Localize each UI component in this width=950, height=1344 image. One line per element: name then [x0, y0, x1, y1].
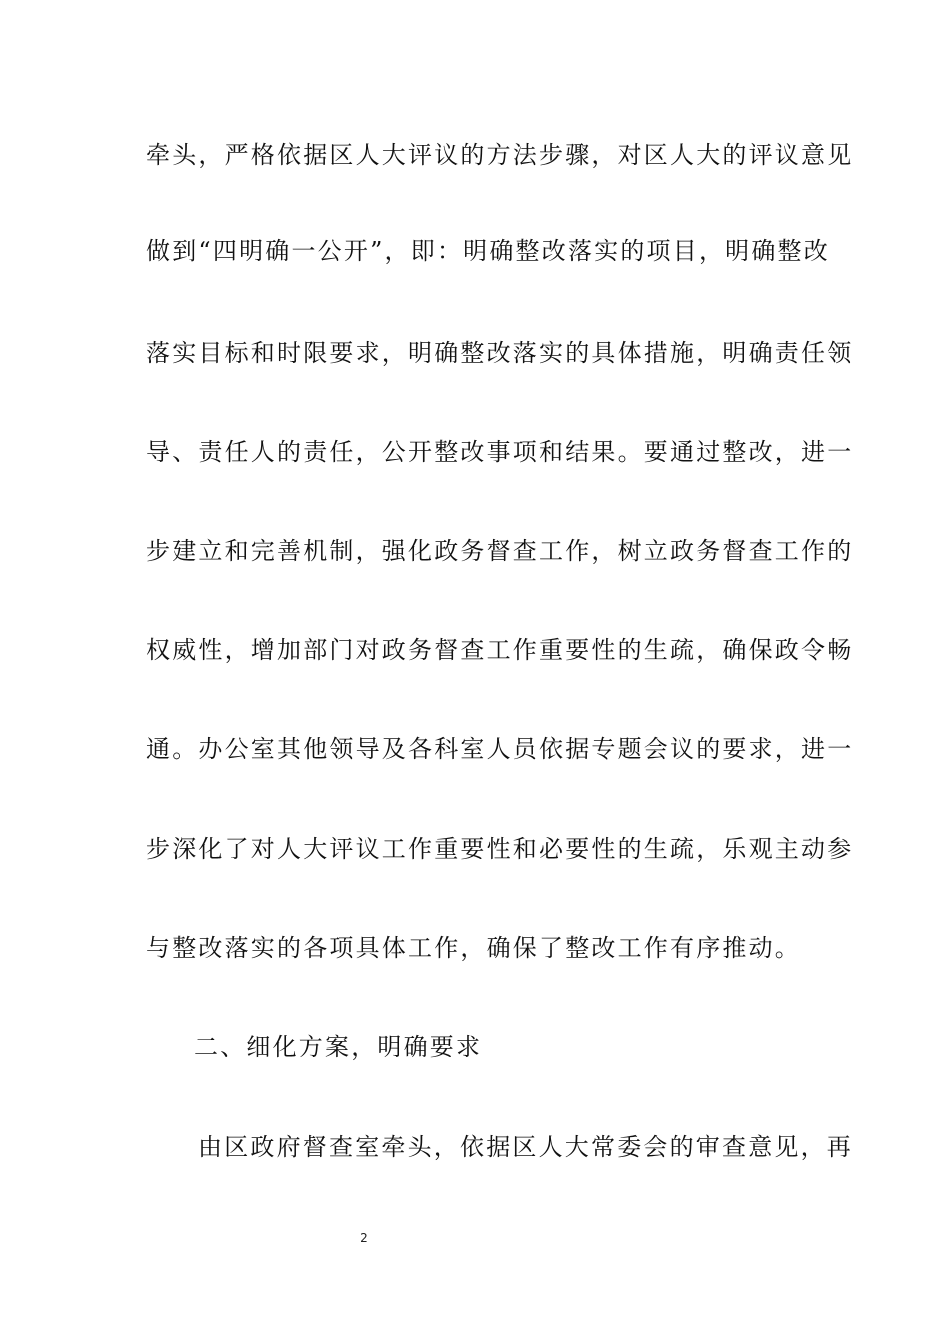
body-text-line-1: 牵头，严格依据区人大评议的方法步骤，对区人大的评议意见 [146, 141, 854, 169]
body-text-line-8: 步深化了对人大评议工作重要性和必要性的生疏，乐观主动参 [146, 835, 854, 863]
body-text-line-3: 落实目标和时限要求，明确整改落实的具体措施，明确责任领 [146, 339, 854, 367]
body-text-line-5: 步建立和完善机制，强化政务督查工作，树立政务督查工作的 [146, 537, 854, 565]
body-text-line-4: 导、责任人的责任，公开整改事项和结果。要通过整改，进一 [146, 438, 854, 466]
body-text-line-6: 权威性，增加部门对政务督查工作重要性的生疏，确保政令畅 [146, 636, 854, 664]
page-number: 2 [360, 1231, 368, 1245]
body-text-line-9: 与整改落实的各项具体工作，确保了整改工作有序推动。 [146, 934, 801, 962]
body-text-line-2: 做到“四明确一公开”，即：明确整改落实的项目，明确整改 [146, 237, 830, 265]
paragraph-first-line: 由区政府督查室牵头，依据区人大常委会的审查意见，再 [198, 1133, 853, 1161]
body-text-line-7: 通。办公室其他领导及各科室人员依据专题会议的要求，进一 [146, 735, 854, 763]
section-heading: 二、细化方案，明确要求 [194, 1033, 483, 1061]
